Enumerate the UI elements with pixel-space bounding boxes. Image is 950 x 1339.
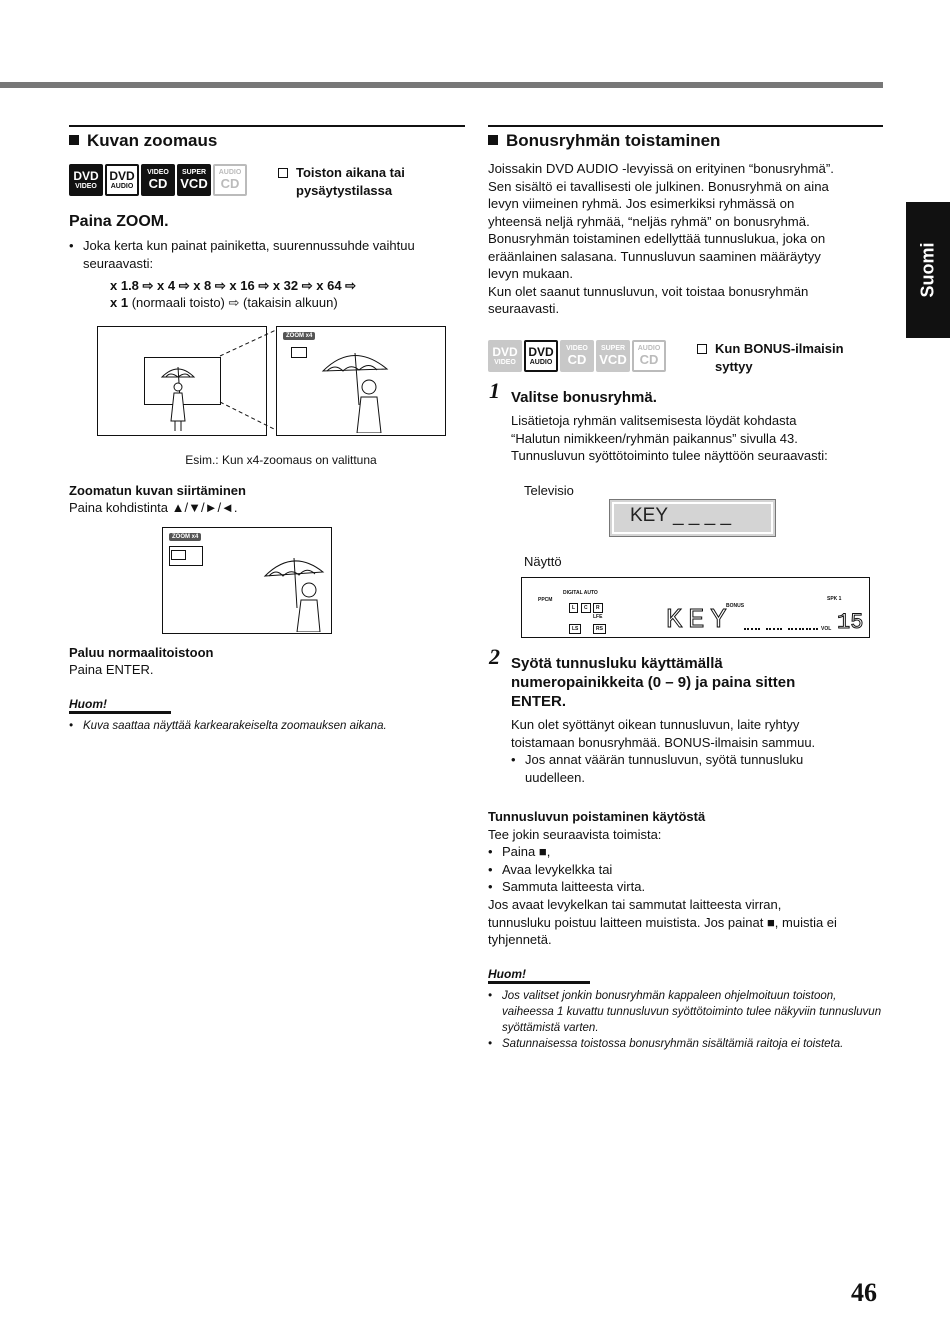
cancel-text-line: tunnusluku poistuu laitteen muistista. Jos painat ■, muistia ei [488,914,837,930]
cancel-bullet: • Paina ■, [488,843,878,861]
note-heading-left: Huom! [69,697,107,711]
display-spk: SPK 1 [827,596,842,602]
step-title-line: Syötä tunnusluku käyttämällä [511,655,723,672]
condition-bonus [697,340,877,376]
step-2-bullet: • Jos annat väärän tunnusluvun, syötä tunnusluku uudelleen. [511,751,861,786]
logo-bottom: AUDIO [529,358,553,366]
display-digit-blank [766,628,782,630]
section-title-text: Kuvan zoomaus [87,131,218,150]
top-rule [0,82,883,88]
step-text-line: “Halutun nimikkeen/ryhmän paikannus” sivulla 43. [511,430,798,446]
logo-bottom: AUDIO [110,182,134,190]
intro-line: Bonusryhmän toistaminen edellyttää tunnuslukua, joka on [488,231,826,246]
note-heading-right: Huom! [488,967,526,981]
logo-top: DVD [109,168,135,183]
move-text: Paina kohdistinta ▲/▼/►/◄. [69,500,238,515]
cancel-bullet: • Sammuta laitteesta virta. [488,878,878,896]
bonus-intro [488,160,883,318]
intro-line: levyn viimeinen ryhmä. Jos esimerkiksi ryhmässä on [488,196,795,211]
tv-screen [609,499,776,537]
zoomed-picture-illustration [276,326,446,436]
section-title-zoom [69,125,465,152]
language-tab-label: Suomi [917,242,938,298]
condition-text: Toiston aikana tai pysäytystilassa [296,165,405,198]
video-cd-logo [560,340,594,372]
logo-top: SUPER [181,169,207,176]
step-1-number: 1 [489,378,500,403]
return-heading: Paluu normaalitoistoon [69,645,214,660]
disc-logos-bonus [488,340,666,372]
cancel-bullet: • Avaa levykelkka tai [488,861,878,879]
display-digit-blank [788,628,804,630]
display-key-segments: KEY [666,606,733,636]
square-bullet-icon [69,135,79,145]
step-1-text [511,412,883,465]
display-vol: VOL [821,626,832,632]
checkbox-icon [697,344,707,354]
zoom-position-box [291,347,307,358]
page-number: 46 [851,1278,877,1307]
zoom-projection-lines [218,326,280,434]
cancel-text-line: tyhjennetä. [488,932,552,947]
cancel-text-line: Jos avaat levykelkan tai sammutat laitteesta virran, [488,897,782,912]
intro-line: Sen sisältö ei tavallisesti ole julkinen. Bonusryhmä on aina [488,178,829,194]
intro-line: Joissakin DVD AUDIO -levyissä on erityinen “bonusryhmä”. [488,161,834,176]
woman-umbrella-icon [317,345,397,433]
logo-top: DVD [73,168,99,183]
note-item: • Kuva saattaa näyttää karkearakeiselta zoomauksen aikana. [69,718,461,734]
tv-label: Televisio [524,483,574,498]
note-list-right [488,988,883,1052]
dvd-video-logo [69,164,103,196]
woman-umbrella-small-icon [158,363,198,433]
logo-bottom: VCD [599,352,627,367]
logo-bottom: CD [148,176,168,191]
super-vcd-logo [596,340,630,372]
step-text-line: Lisätietoja ryhmän valitsemisesta löydät kohdasta [511,413,797,428]
dvd-audio-logo [524,340,558,372]
display-rs: RS [593,624,606,634]
step-text-line: Tunnusluvun syöttötoiminto tulee näyttöön seuraavasti: [511,448,828,463]
logo-top: AUDIO [218,169,242,176]
intro-line: yhteensä neljä ryhmää, “neljäs ryhmä” on bonusryhmä. [488,213,810,229]
step-text-line: toistamaan bonusryhmää. BONUS-ilmaisin sammuu. [511,734,816,750]
intro-line: Kun olet saanut tunnusluvun, voit toistaa bonusryhmän [488,283,809,299]
zoom-x4-tag: ZOOM x4 [169,533,201,541]
zoom-navigator-frame [169,546,203,566]
logo-bottom: CD [220,176,240,191]
disc-logos [69,164,247,196]
display-r: R [593,603,603,613]
logo-top: DVD [528,344,554,359]
display-lfe: LFE [593,614,603,620]
logo-top: AUDIO [637,345,661,352]
logo-top: VIDEO [566,345,588,352]
step-title-line: ENTER. [511,693,567,710]
step-2-bullets [511,751,861,786]
zoom-x4-tag: ZOOM x4 [283,332,315,340]
display-l: L [569,603,578,613]
condition-zoom [278,164,448,200]
section-title-bonus [488,125,883,152]
cancel-intro: Tee jokin seuraavista toimista: [488,827,662,842]
logo-bottom: VIDEO [75,182,97,190]
tv-key-prompt: KEY _ _ _ _ [630,505,732,526]
condition-text: Kun BONUS-ilmaisin syttyy [715,341,844,374]
display-volume-number: 15 [837,610,864,635]
square-bullet-icon [488,135,498,145]
woman-umbrella-icon [261,550,331,632]
section-title-text: Bonusryhmän toistaminen [506,131,721,150]
display-label: Näyttö [524,554,562,569]
zoom-bullet-list [69,237,461,272]
cancel-heading: Tunnusluvun poistaminen käytöstä [488,809,706,824]
logo-top: VIDEO [147,169,169,176]
display-c: C [581,603,591,613]
dvd-video-logo [488,340,522,372]
step-1-title: Valitse bonusryhmä. [511,389,657,406]
logo-top: SUPER [600,345,626,352]
audio-cd-logo [213,164,247,196]
display-digit-blank [806,628,818,630]
sequence-rest: (normaali toisto) ⇨ (takaisin alkuun) [128,295,338,310]
sequence-x1: x 1 [110,295,129,310]
return-text: Paina ENTER. [69,662,154,677]
logo-bottom: VCD [180,176,208,191]
zoom-sequence-line2 [110,294,338,312]
zoom-bullet: • Joka kerta kun painat painiketta, suurennussuhde vaihtuu seuraavasti: [69,237,461,272]
display-ppcm: PPCM [538,597,553,603]
note-item: • Satunnaisessa toistossa bonusryhmän sisältämiä raitoja ei toisteta. [488,1036,883,1052]
cancel-text [488,896,883,949]
step-text-line: Kun olet syöttänyt oikean tunnusluvun, laite ryhtyy [511,717,800,732]
display-digit-blank [744,628,760,630]
note-rule-right [488,981,590,984]
press-zoom-heading: Paina ZOOM. [69,213,169,230]
video-cd-logo [141,164,175,196]
intro-line: eräänlainen salasana. Tunnusluvun saaminen määräytyy [488,248,821,264]
note-item: • Jos valitset jonkin bonusryhmän kappaleen ohjelmoituun toistoon, vaiheessa 1 kuvattu tunnusluvun syöttötoiminto tulee näkyviin tunnusluvun syöttämistä varten. [488,988,883,1036]
zoom-position-box [171,550,186,560]
intro-line: seuraavasti. [488,301,560,316]
audio-cd-logo [632,340,666,372]
step-2-title [511,654,883,711]
note-list-left [69,718,461,734]
step-title-line: numeropainikkeita (0 – 9) ja paina sitten [511,674,796,691]
intro-line: levyn mukaan. [488,266,574,281]
unit-display-panel [521,577,870,638]
logo-bottom: CD [639,352,659,367]
cancel-bullets [488,843,878,896]
logo-bottom: VIDEO [494,358,516,366]
checkbox-icon [278,168,288,178]
step-2-text [511,716,883,751]
step-2-number: 2 [489,644,500,669]
display-bonus-indicator: BONUS [726,603,745,609]
note-rule-left [69,711,171,714]
panned-picture-illustration [162,527,332,634]
zoom-caption: Esim.: Kun x4-zoomaus on valittuna [185,453,377,467]
display-ls: LS [569,624,581,634]
zoom-sequence-line1: x 1.8 ⇨ x 4 ⇨ x 8 ⇨ x 16 ⇨ x 32 ⇨ x 64 ⇨ [110,278,357,293]
display-digital-auto: DIGITAL AUTO [563,590,598,596]
logo-bottom: CD [567,352,587,367]
move-heading: Zoomatun kuvan siirtäminen [69,483,246,498]
dvd-audio-logo [105,164,139,196]
language-tab [906,202,950,338]
super-vcd-logo [177,164,211,196]
logo-top: DVD [492,344,518,359]
